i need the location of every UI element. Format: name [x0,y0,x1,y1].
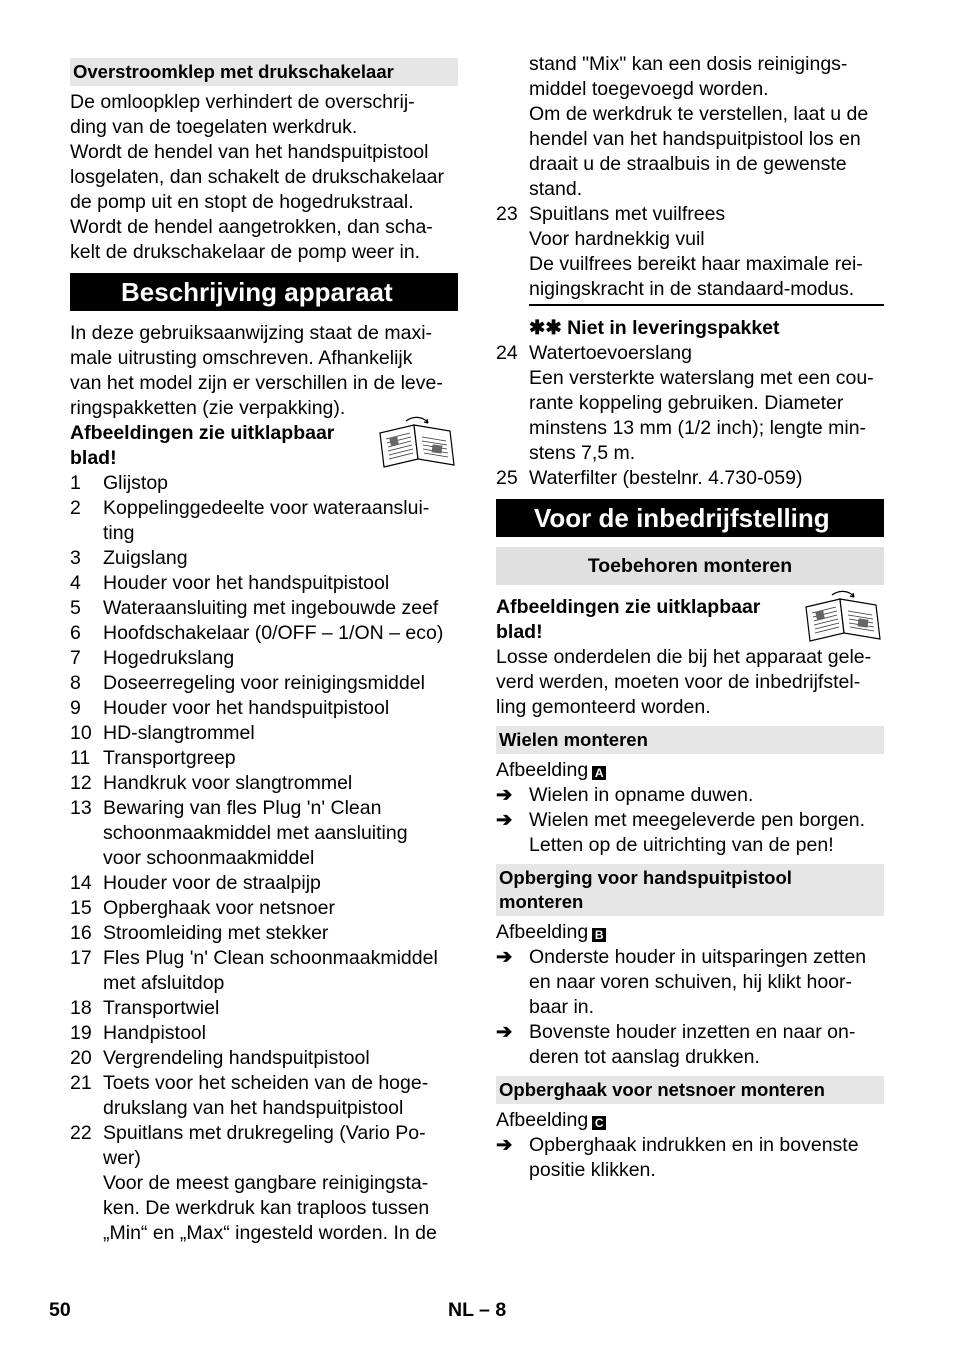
list-item [70,721,458,746]
line: ting [103,522,135,544]
item-number: 11 [70,747,91,769]
item-number: 17 [70,947,92,969]
line: Voor de meest gangbare reinigingsta- [103,1172,429,1194]
item-number: 1 [70,472,81,494]
line: Transportgreep [103,747,236,769]
line: verd werden, moeten voor de inbedrijfstel- [496,671,861,693]
line: Om de werkdruk te verstellen, laat u de [529,103,869,125]
manual-book-icon [376,415,458,469]
fig-note-left [70,421,458,471]
item-22-continued [496,52,884,202]
line: minstens 13 mm (1/2 inch); lengte min- [529,417,867,439]
steps-opberghaak [496,1133,884,1183]
line: voor schoonmaakmiddel [103,847,315,869]
line: kelt de drukschakelaar de pomp weer in. [70,241,421,263]
line: Houder voor de straalpijp [103,872,321,894]
line: de pomp uit en stopt de hogedrukstraal. [70,191,414,213]
line: Handpistool [103,1022,206,1044]
right-column [496,52,884,1183]
line: Transportwiel [103,997,220,1019]
heading-overstroom: Overstroomklep met drukschakelaar [70,58,458,86]
arrow-right-icon: ➔ [496,784,513,806]
line: draait u de straalbuis in de gewenste [529,153,847,175]
line: In deze gebruiksaanwijzing staat de maxi- [70,322,433,344]
left-column [70,52,458,1246]
manual-book-icon [802,589,884,643]
figure-ref-b [496,920,884,945]
line: Onderste houder in uitsparingen zetten [529,946,867,968]
line: baar in. [529,996,595,1018]
heading-inbedrijfstelling: Voor de inbedrijfstelling [496,499,884,537]
line: ken. De werkdruk kan traploos tussen [103,1197,430,1219]
page-language-label: NL – 8 [448,1299,507,1321]
line: monteren [499,891,584,912]
line: blad! [70,447,117,469]
not-included-note: ✱✱ Niet in leveringspakket [529,317,780,339]
item-number: 16 [70,922,92,944]
line: male uitrusting omschreven. Afhankelijk [70,347,413,369]
line: middel toegevoegd worden. [529,78,769,100]
figure-label: Afbeelding [496,921,589,943]
list-item [70,771,458,796]
item-number: 2 [70,497,81,519]
line: Koppelinggedeelte voor wateraanslui- [103,497,430,519]
line: blad! [496,621,543,643]
line: positie klikken. [529,1159,656,1181]
item-number: 15 [70,897,92,919]
line: Stroomleiding met stekker [103,922,329,944]
line: Spuitlans met drukregeling (Vario Po- [103,1122,426,1144]
line: De omloopklep verhindert de overschrij- [70,91,415,113]
para-beschrijving [70,321,458,421]
line: Houder voor het handspuitpistool [103,572,390,594]
line: losgelaten, dan schakelt de drukschakelaar [70,166,444,188]
list-item [70,896,458,921]
line: Houder voor het handspuitpistool [103,697,390,719]
heading-opberghaak: Opberghaak voor netsnoer monteren [496,1076,884,1104]
item-number: 22 [70,1122,92,1144]
figure-ref-a [496,758,884,783]
line: Hogedrukslang [103,647,235,669]
arrow-right-icon: ➔ [496,946,513,968]
line: Bovenste houder inzetten en naar on- [529,1021,856,1043]
line: Doseerregeling voor reinigingsmiddel [103,672,425,694]
line: Toets voor het scheiden van de hoge- [103,1072,429,1094]
line: ding van de toegelaten werkdruk. [70,116,358,138]
item-number: 6 [70,622,81,644]
list-item [70,571,458,596]
line: stens 7,5 m. [529,442,636,464]
line: wer) [103,1147,141,1169]
arrow-right-icon: ➔ [496,1134,513,1156]
line: Wielen in opname duwen. [529,784,754,806]
line: Wateraansluiting met ingebouwde zeef [103,597,439,619]
figure-ref-c [496,1108,884,1133]
line: Fles Plug 'n' Clean schoonmaakmiddel [103,947,438,969]
page-number: 50 [49,1299,71,1321]
line: Watertoevoerslang [529,342,692,364]
step-item [496,945,884,1020]
item-number: 18 [70,997,92,1019]
list-item [70,921,458,946]
item-number: 24 [496,342,518,364]
step-item [496,1133,884,1183]
figure-label: Afbeelding [496,1109,589,1131]
line: stand. [529,178,583,200]
line: Voor hardnekkig vuil [529,228,705,250]
arrow-right-icon: ➔ [496,1021,513,1043]
line: Opberging voor handspuitpistool [499,867,792,888]
item-number: 21 [70,1072,92,1094]
figure-letter-a: A [592,766,606,780]
line: Afbeeldingen zie uitklapbaar [70,422,335,444]
item-number: 19 [70,1022,92,1044]
line: en naar voren schuiven, hij klikt hoor- [529,971,852,993]
line: Letten op de uitrichting van de pen! [529,834,834,856]
list-item [70,746,458,771]
line: Zuigslang [103,547,188,569]
list-item [70,871,458,896]
line: Waterfilter (bestelnr. 4.730-059) [529,467,803,489]
list-item [70,996,458,1021]
fig-note-right [496,595,884,645]
line: stand "Mix" kan een dosis reinigings- [529,53,848,75]
para-losse-onderdelen [496,645,884,720]
para-overstroom [70,90,458,265]
list-item [70,471,458,496]
list-item [496,202,884,302]
line: hendel van het handspuitpistool los en [529,128,861,150]
arrow-right-icon: ➔ [496,809,513,831]
list-item [496,466,884,491]
line: Bewaring van fles Plug 'n' Clean [103,797,382,819]
item-number: 20 [70,1047,92,1069]
divider [529,304,884,306]
figure-letter-b: B [592,928,606,942]
item-number: 3 [70,547,81,569]
item-number: 13 [70,797,92,819]
line: Glijstop [103,472,169,494]
item-number: 7 [70,647,81,669]
line: schoonmaakmiddel met aansluiting [103,822,408,844]
list-item [70,796,458,871]
line: Spuitlans met vuilfrees [529,203,726,225]
item-number: 12 [70,772,92,794]
item-number: 5 [70,597,81,619]
list-item [70,696,458,721]
line: ling gemonteerd worden. [496,696,711,718]
line: De vuilfrees bereikt haar maximale rei- [529,253,863,275]
line: Opberghaak voor netsnoer [103,897,335,919]
line: Wordt de hendel aangetrokken, dan scha- [70,216,433,238]
line: van het model zijn er verschillen in de leve- [70,372,443,394]
list-item [70,646,458,671]
line: nigingskracht in de standaard-modus. [529,278,855,300]
list-item [70,546,458,571]
line: „Min“ en „Max“ ingesteld worden. In de [103,1222,437,1244]
item-number: 8 [70,672,81,694]
list-item [70,946,458,996]
line: Hoofdschakelaar (0/OFF – 1/ON – eco) [103,622,444,644]
line: deren tot aanslag drukken. [529,1046,760,1068]
figure-label: Afbeelding [496,759,589,781]
list-item [70,1121,458,1246]
heading-wielen: Wielen monteren [496,726,884,754]
item-number: 14 [70,872,92,894]
line: Opberghaak indrukken en in bovenste [529,1134,859,1156]
list-item [496,341,884,466]
line: HD-slangtrommel [103,722,255,744]
item-number: 10 [70,722,92,744]
list-item [70,496,458,546]
line: Losse onderdelen die bij het apparaat gele- [496,646,872,668]
list-item [70,1071,458,1121]
steps-wielen [496,783,884,858]
line: drukslang van het handspuitpistool [103,1097,404,1119]
heading-beschrijving: Beschrijving apparaat [70,273,458,311]
steps-opberging [496,945,884,1070]
item-number: 9 [70,697,81,719]
item-number: 23 [496,203,518,225]
item-number: 25 [496,467,518,489]
line: Wordt de hendel van het handspuitpistool [70,141,429,163]
parts-list [70,471,458,1246]
line: Afbeeldingen zie uitklapbaar [496,596,761,618]
line: rante koppeling gebruiken. Diameter [529,392,844,414]
step-item [496,783,884,808]
line: met afsluitdop [103,972,225,994]
line: Een versterkte waterslang met een cou- [529,367,874,389]
line: ringspakketten (zie verpakking). [70,397,346,419]
heading-opberging [496,864,884,916]
step-item [496,808,884,858]
heading-toebehoren: Toebehoren monteren [496,547,884,585]
line: Handkruk voor slangtrommel [103,772,353,794]
list-item [70,1021,458,1046]
line: Vergrendeling handspuitpistool [103,1047,370,1069]
line: Wielen met meegeleverde pen borgen. [529,809,866,831]
item-number: 4 [70,572,81,594]
step-item [496,1020,884,1070]
list-item [70,671,458,696]
figure-letter-c: C [592,1116,606,1130]
list-item [70,596,458,621]
list-item [70,621,458,646]
list-item [70,1046,458,1071]
